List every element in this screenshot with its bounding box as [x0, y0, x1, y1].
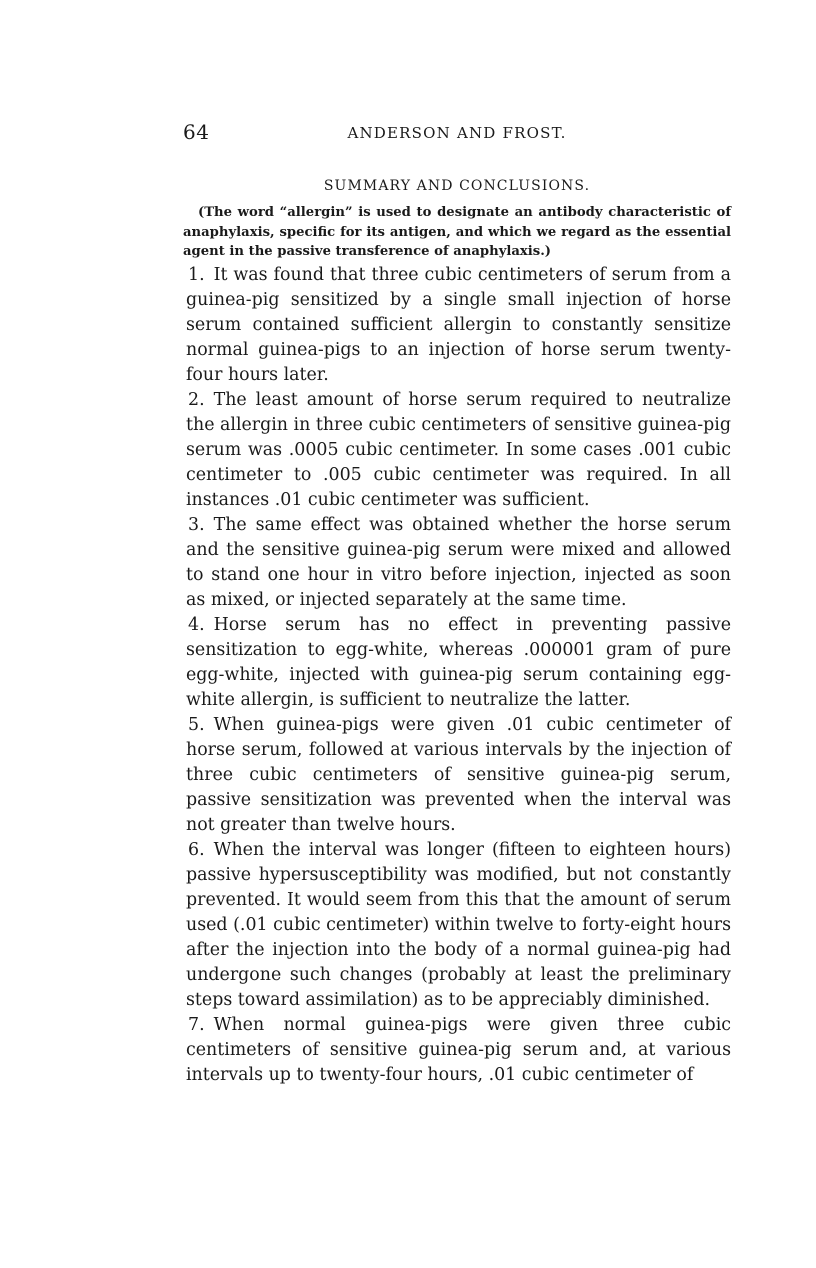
- paragraph-1: [186, 263, 731, 388]
- paragraph-text: When normal guinea-pigs were given three cubic centimeters of sensitive guinea-pig serum and, at various intervals up to twenty-four hours, .01 cubic centimeter of: [186, 1015, 731, 1085]
- paragraph-text: The same effect was obtained whether the horse serum and the sensitive guinea-pig serum were mixed and allowed to stand one hour in vitro before injection, injected as soon as mixed, or injected separately at the same time.: [186, 515, 731, 610]
- paragraph-6: [186, 838, 731, 1013]
- paragraph-5: [186, 713, 731, 838]
- paragraph-text: Horse serum has no effect in preventing passive sensitization to egg-white, whereas .000001 gram of pure egg-white, injected with guinea-pig serum containing egg-white allergin, is sufficient to neutralize the latter.: [186, 615, 731, 710]
- paragraph-3: [186, 513, 731, 613]
- paragraph-7: [186, 1013, 731, 1088]
- definition-note: (The word “allergin” is used to designate an antibody characteristic of anaphylaxis, specific for its antigen, and which we regard as the essential agent in the passive transference of anaphylaxis.): [183, 205, 731, 259]
- paragraph-number: 5.: [188, 715, 205, 735]
- page-number: 64: [183, 120, 210, 144]
- paragraph-number: 4.: [188, 615, 205, 635]
- paragraph-number: 7.: [188, 1015, 205, 1035]
- section-title: SUMMARY AND CONCLUSIONS.: [323, 178, 591, 194]
- page-header: [183, 120, 731, 146]
- running-head: ANDERSON AND FROST.: [347, 124, 567, 142]
- paragraph-number: 3.: [188, 515, 205, 535]
- paragraph-2: [186, 388, 731, 513]
- paragraph-4: [186, 613, 731, 713]
- paragraph-number: 1.: [188, 265, 205, 285]
- paragraph-text: The least amount of horse serum required to neutralize the allergin in three cubic centimeters of sensitive guinea-pig serum was .0005 cubic centimeter. In some cases .001 cubic centimeter to .005 cubic centimeter was required. In all instances .01 cubic centimeter was sufficient.: [186, 390, 731, 510]
- paragraph-number: 2.: [188, 390, 205, 410]
- paragraph-text: When guinea-pigs were given .01 cubic centimeter of horse serum, followed at various intervals by the injection of three cubic centimeters of sensitive guinea-pig serum, passive sensitization was prevented when the interval was not greater than twelve hours.: [186, 715, 731, 835]
- paragraph-text: It was found that three cubic centimeters of serum from a guinea-pig sensitized by a single small injection of horse serum contained sufficient allergin to constantly sensitize normal guinea-pigs to an injection of horse serum twenty-four hours later.: [186, 265, 731, 385]
- paragraph-text: When the interval was longer (fifteen to eighteen hours) passive hypersusceptibility was modified, but not constantly prevented. It would seem from this that the amount of serum used (.01 cubic centimeter) within twelve to forty-eight hours after the injection into the body of a normal guinea-pig had undergone such changes (probably at least the preliminary steps toward assimilation) as to be appreciably diminished.: [186, 840, 731, 1010]
- body-text: [186, 263, 731, 1088]
- paragraph-number: 6.: [188, 840, 205, 860]
